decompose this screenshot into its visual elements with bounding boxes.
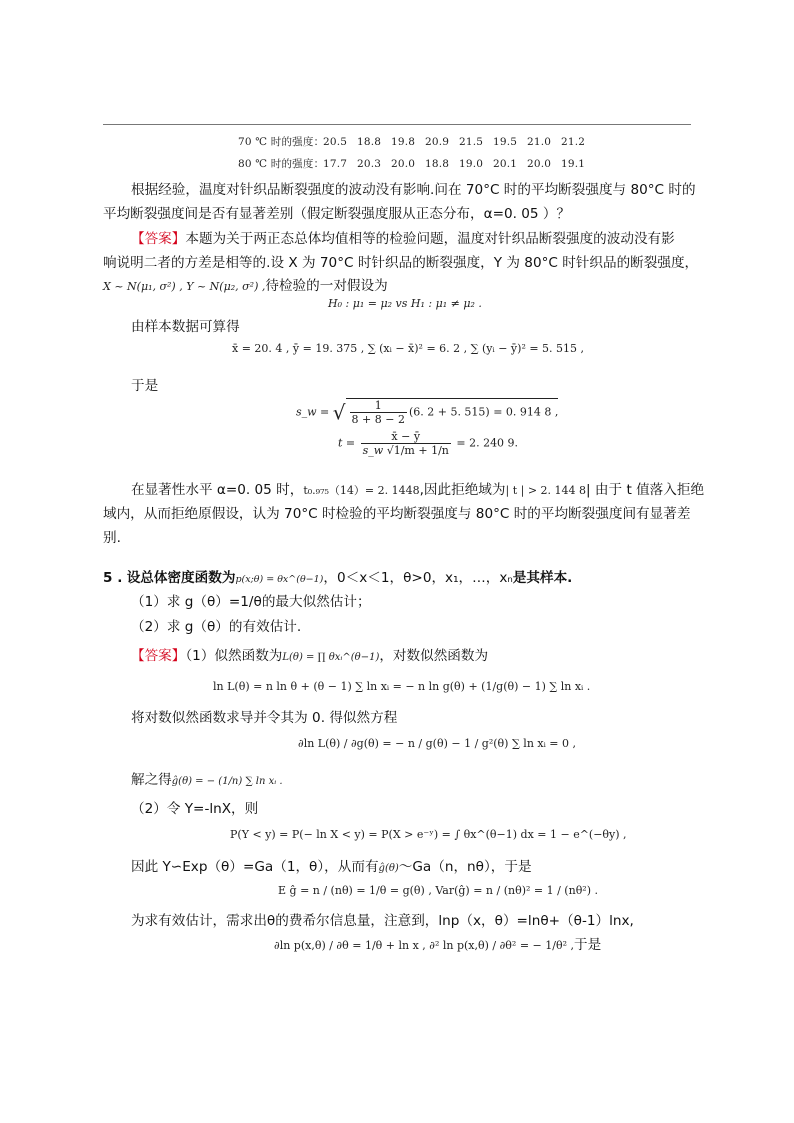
table-row-80c [238, 156, 595, 171]
table-cell: 21.5 [459, 136, 484, 148]
table-cell: 19.5 [493, 136, 518, 148]
q5-part1: （1）求 g（θ）=1/θ的最大似然估计； [131, 594, 371, 610]
t-den-a: s_w [362, 444, 384, 457]
conclusion-text: | 由于 t 值落入拒绝 [586, 482, 705, 498]
t-num: x̄ − ȳ [391, 430, 421, 443]
sample-stats-formula [232, 342, 584, 355]
distribution-line [131, 858, 532, 878]
model-formula: X ~ N(μ₁, σ²) , Y ~ N(μ₂, σ²) , [103, 280, 266, 293]
mle-formula: ĝ(θ) = − (1/n) ∑ ln xᵢ . [171, 776, 283, 787]
likelihood-equation: ∂ln L(θ) / ∂g(θ) = − n / g(θ) − 1 / g²(θ) ∑ ln xᵢ = 0 , [298, 737, 577, 750]
table-cell: 20.0 [527, 158, 552, 170]
q4-answer-line2: 响说明二者的方差是相等的.设 X 为 70°C 时针织品的断裂强度，Y 为 80°C 时针织品的断裂强度， [103, 255, 699, 271]
table-cell: 19.1 [561, 158, 586, 170]
expectation-variance-formula: E ĝ = n / (nθ) = 1/θ = g(θ) , Var(ĝ) = n / (nθ)² = 1 / (nθ²) . [278, 884, 599, 897]
fisher-intro: 为求有效估计，需求出θ的费希尔信息量，注意到，lnp（x，θ）=lnθ+（θ-1）lnx, [131, 913, 634, 929]
row-label-70c: 70 ℃ 时的强度： [238, 136, 325, 148]
q5-part2-answer: （2）令 Y=-lnX，则 [131, 801, 259, 817]
row-label-80c: 80 ℃ 时的强度： [238, 158, 325, 170]
deriv-intro: 将对数似然函数求导并令其为 0. 得似然方程 [131, 710, 398, 726]
thus-label: 于是 [131, 378, 159, 394]
q4-conclusion-line3: 别. [103, 530, 121, 546]
q5-title-a: 设总体密度函数为 [126, 570, 236, 586]
calc-intro: 由样本数据可算得 [131, 319, 240, 335]
dist-text: 因此 Y∽Exp（θ）=Ga（1，θ），从而有 [131, 859, 379, 875]
table-cell: 20.5 [323, 136, 348, 148]
sw-rest: (6. 2 + 5. 515) = 0. 914 8 , [408, 405, 559, 419]
answer-tag: 【答案】 [131, 648, 186, 664]
answer-text: ，对数似然函数为 [379, 648, 489, 664]
table-cell: 20.3 [357, 158, 382, 170]
q5-title-b: ，0＜x＜1，θ>0，x₁，…，xₙ [323, 570, 513, 586]
q5-title-c: 是其样本. [512, 570, 573, 586]
table-cell: 20.0 [391, 158, 416, 170]
question-number: 5 . [103, 570, 123, 586]
dist-text: ～Ga（n，nθ），于是 [398, 859, 532, 875]
t-den-b: 1/m + 1/n [393, 444, 449, 457]
sample-stats: x̄ = 20. 4 , ȳ = 19. 375 , ∑ (xᵢ − x̄)² = 6. 2 , ∑ (yᵢ − ȳ)² = 5. 515 , [232, 342, 585, 355]
top-rule [103, 124, 691, 125]
density-formula: p(x;θ) = θx^(θ−1) [235, 574, 324, 585]
sw-num: 1 [374, 399, 382, 412]
table-cell: 19.0 [459, 158, 484, 170]
table-row-70c [238, 134, 595, 149]
table-cell: 18.8 [425, 158, 450, 170]
cdf-formula: P(Y < y) = P(− ln X < y) = P(X > e⁻ʸ) = ∫ θx^(θ−1) dx = 1 − e^(−θy) , [230, 828, 627, 841]
q4-question-line2: 平均断裂强度间是否有显著差别（假定断裂强度服从正态分布，α=0. 05 ）？ [103, 206, 571, 222]
table-cell: 20.1 [493, 158, 518, 170]
mle-line [131, 771, 283, 791]
fisher-line [274, 936, 601, 955]
model-tail: 待检验的一对假设为 [265, 278, 388, 294]
answer-text: （1）似然函数为 [185, 648, 283, 664]
t-lhs: t = [338, 436, 356, 450]
table-cell: 20.9 [425, 136, 450, 148]
likelihood-formula: L(θ) = ∏ θxᵢ^(θ−1) [282, 652, 380, 663]
fisher-tail: 于是 [574, 937, 602, 953]
q5-title [103, 569, 572, 589]
t-formula: t = $\frac{x̄ - ȳ}{s\_w √1/m + 1/n}$ = 2. 240 9. [338, 430, 519, 457]
sw-lhs: s_w = [296, 405, 330, 419]
q4-answer-line1 [131, 230, 675, 248]
table-cell: 21.2 [561, 136, 586, 148]
q5-part2: （2）求 g（θ）的有效估计. [131, 619, 302, 635]
q4-model-line [103, 277, 388, 296]
hypothesis-formula: H₀ : μ₁ = μ₂ vs H₁ : μ₁ ≠ μ₂ . [328, 297, 482, 310]
table-cell: 18.8 [357, 136, 382, 148]
answer-text: 本题为关于两正态总体均值相等的检验问题，温度对针织品断裂强度的波动没有影 [185, 231, 675, 247]
sw-den: 8 + 8 − 2 [351, 413, 405, 426]
t-rhs: = 2. 240 9. [456, 436, 519, 450]
rejection-region: | t | > 2. 144 8 [505, 484, 587, 497]
t-quantile: t₀.₉₇₅（14）= 2. 1448 [303, 484, 420, 497]
sw-formula: s_w = √ $\frac{1}{8 + 8 - 2}$ (6. 2 + 5. 515) = 0. 914 8 , [296, 399, 559, 426]
q4-conclusion-line1 [131, 481, 704, 500]
conclusion-text: ,因此拒绝域为 [419, 482, 506, 498]
table-cell: 19.8 [391, 136, 416, 148]
estimator-symbol: ĝ(θ) [378, 863, 399, 874]
fisher-formula: ∂ln p(x,θ) / ∂θ = 1/θ + ln x , ∂² ln p(x,θ) / ∂θ² = − 1/θ² , [274, 939, 574, 952]
table-cell: 21.0 [527, 136, 552, 148]
mle-intro: 解之得 [131, 772, 172, 788]
q5-answer-line1 [131, 647, 488, 667]
q4-conclusion-line2: 域内，从而拒绝原假设，认为 70°C 时检验的平均断裂强度与 80°C 时的平均断裂强度间有显著差 [103, 506, 691, 522]
conclusion-text: 在显著性水平 α=0. 05 时， [131, 482, 304, 498]
loglik-formula: ln L(θ) = n ln θ + (θ − 1) ∑ ln xᵢ = − n ln g(θ) + (1/g(θ) − 1) ∑ ln xᵢ . [213, 680, 591, 693]
table-cell: 17.7 [323, 158, 348, 170]
answer-tag: 【答案】 [131, 231, 186, 247]
q4-question-line1: 根据经验，温度对针织品断裂强度的波动没有影响.问在 70°C 时的平均断裂强度与 80°C 时的 [131, 182, 696, 198]
